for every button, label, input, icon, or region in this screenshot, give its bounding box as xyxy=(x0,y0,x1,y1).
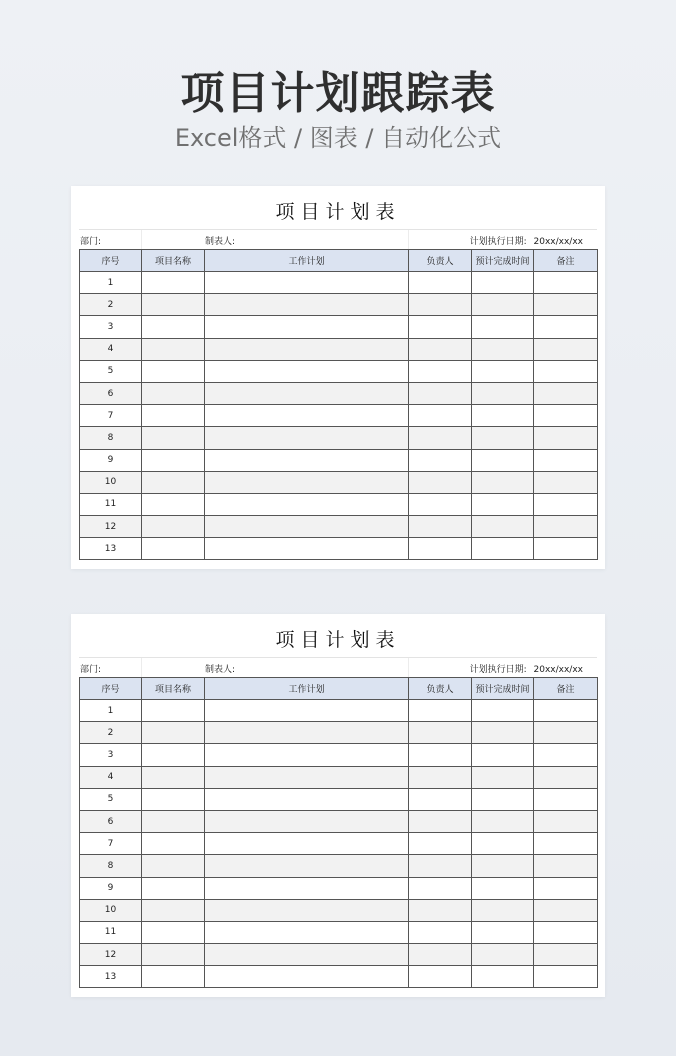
table-cell[interactable] xyxy=(534,788,598,810)
date-label: 计划执行日期: xyxy=(469,237,527,247)
table-row xyxy=(80,810,598,832)
dept-label: 部门: xyxy=(80,665,102,675)
table-cell[interactable] xyxy=(142,272,205,294)
table-cell[interactable] xyxy=(472,833,534,855)
table-cell[interactable] xyxy=(205,700,409,722)
table-cell[interactable] xyxy=(409,538,472,560)
table-cell[interactable] xyxy=(472,493,534,515)
row-index-cell[interactable]: 11 xyxy=(80,921,142,943)
table-cell[interactable] xyxy=(205,516,409,538)
sheet xyxy=(79,623,597,988)
table-cell[interactable] xyxy=(205,788,409,810)
table-row xyxy=(80,766,598,788)
row-index-cell[interactable]: 3 xyxy=(80,316,142,338)
col-header-index: 序号 xyxy=(80,250,142,272)
table-cell[interactable] xyxy=(472,471,534,493)
table-cell[interactable] xyxy=(409,471,472,493)
table-cell[interactable] xyxy=(534,471,598,493)
table-cell[interactable] xyxy=(409,966,472,988)
dept-label: 部门: xyxy=(80,237,102,247)
table-cell[interactable] xyxy=(142,766,205,788)
sheet-title: 项目计划表 xyxy=(79,623,597,658)
table-cell[interactable] xyxy=(472,877,534,899)
table-cell[interactable] xyxy=(534,899,598,921)
col-header-due: 预计完成时间 xyxy=(472,250,534,272)
table-cell[interactable] xyxy=(142,493,205,515)
table-cell[interactable] xyxy=(472,700,534,722)
table-cell[interactable] xyxy=(409,899,472,921)
sheet-meta-row xyxy=(79,658,597,677)
table-cell[interactable] xyxy=(472,294,534,316)
row-index-cell[interactable]: 10 xyxy=(80,471,142,493)
date-value: 20xx/xx/xx xyxy=(533,237,583,247)
table-cell[interactable] xyxy=(142,700,205,722)
table-header-row xyxy=(80,678,598,700)
table-cell[interactable] xyxy=(409,722,472,744)
table-cell[interactable] xyxy=(205,899,409,921)
table-cell[interactable] xyxy=(472,538,534,560)
table-cell[interactable] xyxy=(472,899,534,921)
table-cell[interactable] xyxy=(142,744,205,766)
table-cell[interactable] xyxy=(409,449,472,471)
table-cell[interactable] xyxy=(409,877,472,899)
table-cell[interactable] xyxy=(205,471,409,493)
table-cell[interactable] xyxy=(472,855,534,877)
table-cell[interactable] xyxy=(142,788,205,810)
table-cell[interactable] xyxy=(472,788,534,810)
table-cell[interactable] xyxy=(534,516,598,538)
table-cell[interactable] xyxy=(142,855,205,877)
table-row xyxy=(80,493,598,515)
table-cell[interactable] xyxy=(409,944,472,966)
table-cell[interactable] xyxy=(142,405,205,427)
table-cell[interactable] xyxy=(409,921,472,943)
row-index-cell[interactable]: 1 xyxy=(80,700,142,722)
row-index-cell[interactable]: 4 xyxy=(80,766,142,788)
table-cell[interactable] xyxy=(534,877,598,899)
table-row xyxy=(80,471,598,493)
table-cell[interactable] xyxy=(409,427,472,449)
table-cell[interactable] xyxy=(534,921,598,943)
table-cell[interactable] xyxy=(142,877,205,899)
table-cell[interactable] xyxy=(472,744,534,766)
row-index-cell[interactable]: 12 xyxy=(80,516,142,538)
table-row xyxy=(80,877,598,899)
table-cell[interactable] xyxy=(472,272,534,294)
table-cell[interactable] xyxy=(534,427,598,449)
table-cell[interactable] xyxy=(409,338,472,360)
table-cell[interactable] xyxy=(534,810,598,832)
table-cell[interactable] xyxy=(534,360,598,382)
table-row xyxy=(80,700,598,722)
row-index-cell[interactable]: 12 xyxy=(80,944,142,966)
table-row xyxy=(80,382,598,404)
sheet-meta-row xyxy=(79,230,597,249)
table-cell[interactable] xyxy=(534,766,598,788)
table-cell[interactable] xyxy=(409,855,472,877)
table-cell[interactable] xyxy=(534,966,598,988)
table-cell[interactable] xyxy=(472,766,534,788)
table-cell[interactable] xyxy=(205,360,409,382)
table-cell[interactable] xyxy=(205,921,409,943)
table-cell[interactable] xyxy=(205,744,409,766)
table-cell[interactable] xyxy=(472,316,534,338)
table-cell[interactable] xyxy=(534,538,598,560)
table-row xyxy=(80,744,598,766)
date-value: 20xx/xx/xx xyxy=(533,665,583,675)
table-cell[interactable] xyxy=(142,294,205,316)
date-label: 计划执行日期: xyxy=(469,665,527,675)
row-index-cell[interactable]: 13 xyxy=(80,966,142,988)
table-cell[interactable] xyxy=(142,833,205,855)
table-cell[interactable] xyxy=(205,272,409,294)
table-cell[interactable] xyxy=(142,449,205,471)
table-cell[interactable] xyxy=(205,855,409,877)
table-row xyxy=(80,338,598,360)
plan-table xyxy=(79,677,598,988)
table-cell[interactable] xyxy=(142,538,205,560)
row-index-cell[interactable]: 9 xyxy=(80,449,142,471)
row-index-cell[interactable]: 8 xyxy=(80,427,142,449)
table-cell[interactable] xyxy=(534,833,598,855)
table-cell[interactable] xyxy=(205,966,409,988)
sheet-preview-2 xyxy=(71,614,605,997)
row-index-cell[interactable]: 7 xyxy=(80,405,142,427)
meta-divider xyxy=(141,658,142,677)
table-cell[interactable] xyxy=(472,810,534,832)
table-cell[interactable] xyxy=(472,449,534,471)
table-cell[interactable] xyxy=(534,944,598,966)
table-cell[interactable] xyxy=(534,700,598,722)
row-index-cell[interactable]: 9 xyxy=(80,877,142,899)
table-cell[interactable] xyxy=(409,788,472,810)
table-row xyxy=(80,360,598,382)
row-index-cell[interactable]: 2 xyxy=(80,294,142,316)
table-cell[interactable] xyxy=(205,766,409,788)
table-cell[interactable] xyxy=(205,449,409,471)
sheet-title: 项目计划表 xyxy=(79,195,597,230)
table-cell[interactable] xyxy=(142,966,205,988)
date-field xyxy=(470,234,583,247)
row-index-cell[interactable]: 8 xyxy=(80,855,142,877)
row-index-cell[interactable]: 2 xyxy=(80,722,142,744)
table-cell[interactable] xyxy=(142,360,205,382)
table-cell[interactable] xyxy=(472,516,534,538)
table-cell[interactable] xyxy=(205,316,409,338)
row-index-cell[interactable]: 3 xyxy=(80,744,142,766)
row-index-cell[interactable]: 13 xyxy=(80,538,142,560)
table-cell[interactable] xyxy=(409,700,472,722)
col-header-plan: 工作计划 xyxy=(205,678,409,700)
table-cell[interactable] xyxy=(142,427,205,449)
table-row xyxy=(80,788,598,810)
table-cell[interactable] xyxy=(205,493,409,515)
table-cell[interactable] xyxy=(409,766,472,788)
page-subline: Excel格式 / 图表 / 自动化公式 xyxy=(174,124,502,152)
table-cell[interactable] xyxy=(205,944,409,966)
date-field xyxy=(470,662,583,675)
table-cell[interactable] xyxy=(534,449,598,471)
table-cell[interactable] xyxy=(409,810,472,832)
table-cell[interactable] xyxy=(472,722,534,744)
table-cell[interactable] xyxy=(472,427,534,449)
table-row xyxy=(80,516,598,538)
table-cell[interactable] xyxy=(409,493,472,515)
table-cell[interactable] xyxy=(205,338,409,360)
table-cell[interactable] xyxy=(142,316,205,338)
table-cell[interactable] xyxy=(472,382,534,404)
table-cell[interactable] xyxy=(205,294,409,316)
table-row xyxy=(80,833,598,855)
table-cell[interactable] xyxy=(409,272,472,294)
table-cell[interactable] xyxy=(409,405,472,427)
meta-divider xyxy=(141,230,142,249)
meta-divider xyxy=(408,230,409,249)
page-headline: 项目计划跟踪表 xyxy=(180,68,496,119)
table-cell[interactable] xyxy=(142,944,205,966)
table-header-row xyxy=(80,250,598,272)
table-row xyxy=(80,722,598,744)
table-cell[interactable] xyxy=(142,382,205,404)
row-index-cell[interactable]: 5 xyxy=(80,360,142,382)
table-cell[interactable] xyxy=(205,405,409,427)
table-cell[interactable] xyxy=(409,382,472,404)
table-cell[interactable] xyxy=(409,516,472,538)
table-row xyxy=(80,449,598,471)
table-cell[interactable] xyxy=(534,338,598,360)
table-cell[interactable] xyxy=(472,405,534,427)
table-cell[interactable] xyxy=(534,744,598,766)
table-cell[interactable] xyxy=(205,810,409,832)
col-header-project: 项目名称 xyxy=(142,678,205,700)
table-cell[interactable] xyxy=(409,360,472,382)
meta-divider xyxy=(408,658,409,677)
table-row xyxy=(80,921,598,943)
table-cell[interactable] xyxy=(205,722,409,744)
table-cell[interactable] xyxy=(472,360,534,382)
table-cell[interactable] xyxy=(205,382,409,404)
table-row xyxy=(80,427,598,449)
col-header-due: 预计完成时间 xyxy=(472,678,534,700)
table-cell[interactable] xyxy=(205,877,409,899)
maker-label: 制表人: xyxy=(205,665,236,675)
table-row xyxy=(80,294,598,316)
table-cell[interactable] xyxy=(534,316,598,338)
row-index-cell[interactable]: 1 xyxy=(80,272,142,294)
table-cell[interactable] xyxy=(534,382,598,404)
table-cell[interactable] xyxy=(409,316,472,338)
col-header-project: 项目名称 xyxy=(142,250,205,272)
col-header-notes: 备注 xyxy=(534,678,598,700)
table-row xyxy=(80,855,598,877)
table-cell[interactable] xyxy=(142,722,205,744)
table-cell[interactable] xyxy=(142,516,205,538)
table-row xyxy=(80,944,598,966)
table-cell[interactable] xyxy=(205,427,409,449)
sheet xyxy=(79,195,597,560)
col-header-plan: 工作计划 xyxy=(205,250,409,272)
table-cell[interactable] xyxy=(409,833,472,855)
table-cell[interactable] xyxy=(472,966,534,988)
table-cell[interactable] xyxy=(409,744,472,766)
table-cell[interactable] xyxy=(142,921,205,943)
table-cell[interactable] xyxy=(472,944,534,966)
table-row xyxy=(80,405,598,427)
table-cell[interactable] xyxy=(534,855,598,877)
col-header-notes: 备注 xyxy=(534,250,598,272)
maker-label: 制表人: xyxy=(205,237,236,247)
table-cell[interactable] xyxy=(534,493,598,515)
sheet-preview-1 xyxy=(71,186,605,569)
col-header-index: 序号 xyxy=(80,678,142,700)
table-cell[interactable] xyxy=(534,294,598,316)
row-index-cell[interactable]: 5 xyxy=(80,788,142,810)
table-cell[interactable] xyxy=(409,294,472,316)
row-index-cell[interactable]: 6 xyxy=(80,810,142,832)
row-index-cell[interactable]: 10 xyxy=(80,899,142,921)
table-cell[interactable] xyxy=(205,538,409,560)
table-cell[interactable] xyxy=(534,272,598,294)
table-cell[interactable] xyxy=(142,471,205,493)
table-row xyxy=(80,538,598,560)
table-cell[interactable] xyxy=(142,899,205,921)
row-index-cell[interactable]: 4 xyxy=(80,338,142,360)
row-index-cell[interactable]: 11 xyxy=(80,493,142,515)
table-row xyxy=(80,966,598,988)
table-row xyxy=(80,272,598,294)
table-cell[interactable] xyxy=(205,833,409,855)
row-index-cell[interactable]: 6 xyxy=(80,382,142,404)
row-index-cell[interactable]: 7 xyxy=(80,833,142,855)
table-row xyxy=(80,316,598,338)
col-header-owner: 负责人 xyxy=(409,678,472,700)
table-cell[interactable] xyxy=(472,921,534,943)
col-header-owner: 负责人 xyxy=(409,250,472,272)
plan-table xyxy=(79,249,598,560)
table-cell[interactable] xyxy=(472,338,534,360)
table-cell[interactable] xyxy=(142,338,205,360)
table-cell[interactable] xyxy=(534,722,598,744)
table-cell[interactable] xyxy=(142,810,205,832)
table-row xyxy=(80,899,598,921)
table-cell[interactable] xyxy=(534,405,598,427)
